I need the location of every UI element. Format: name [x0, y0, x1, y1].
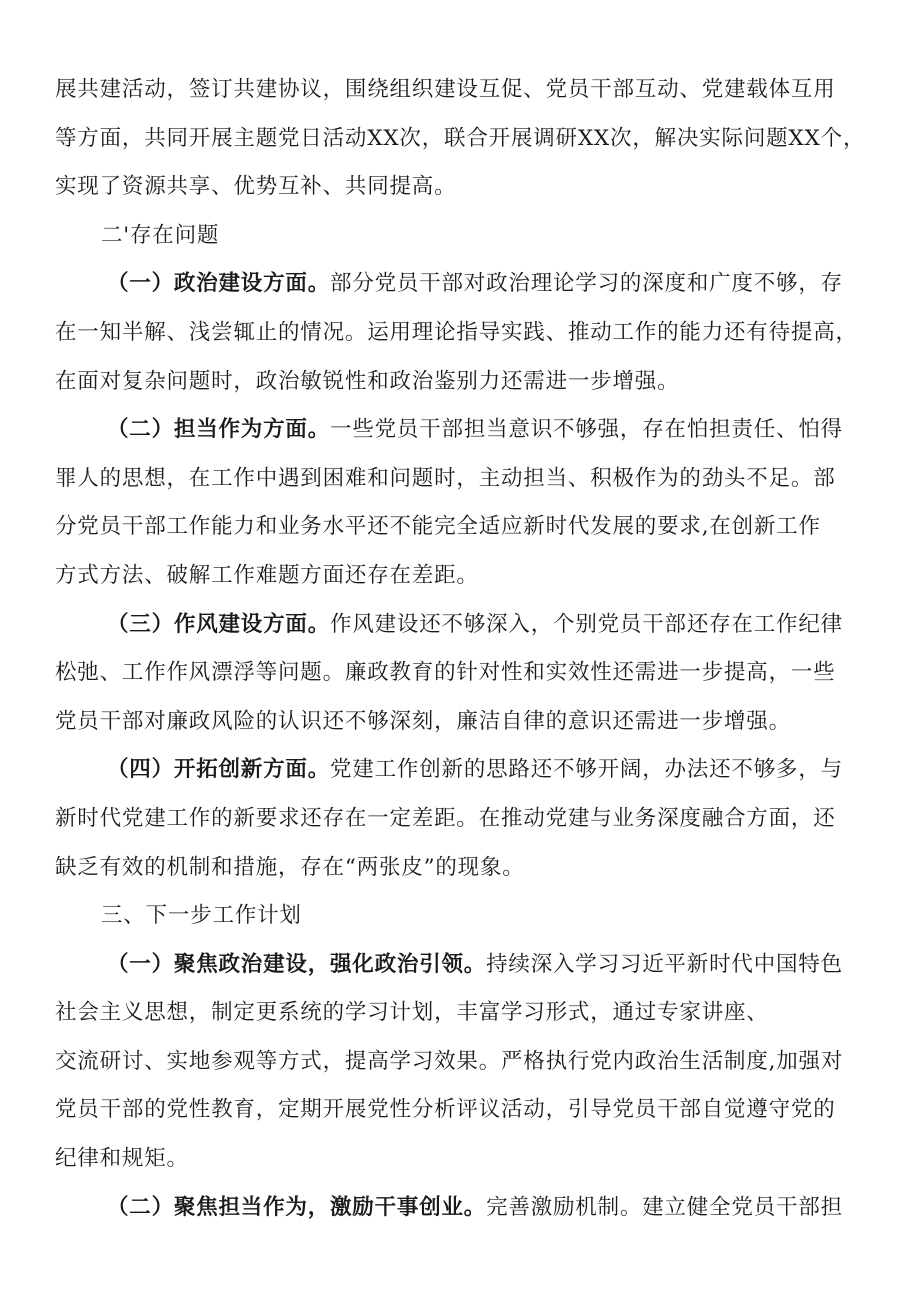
- body-line: 党员干部的党性教育，定期开展党性分析评议活动，引导党员干部自觉遵守党的: [55, 1097, 836, 1123]
- paragraph-lead: （二）聚焦担当作为，激励干事创业。: [107, 1194, 487, 1220]
- section-heading: 二'存在问题: [101, 222, 220, 248]
- section-heading: 三、下一步工作计划: [101, 903, 302, 929]
- paragraph-lead: （三）作风建设方面。: [107, 611, 331, 637]
- body-line: 等方面，共同开展主题党日活动XX次，联合开展调研XX次，解决实际问题XX个，: [55, 125, 866, 151]
- paragraph-first-line: [55, 406, 874, 455]
- body-line: 方式方法、破解工作难题方面还存在差距。: [55, 562, 479, 588]
- paragraph-lead: （一）聚焦政治建设，强化政治引领。: [107, 951, 487, 977]
- paragraph-text: 完善激励机制。建立健全党员干部担: [486, 1194, 843, 1220]
- paragraph-first-line: [55, 1184, 874, 1233]
- paragraph-lead: （四）开拓创新方面。: [107, 757, 331, 783]
- body-line: 实现了资源共享、优势互补、共同提高。: [55, 174, 457, 200]
- body-line: 缺乏有效的机制和措施，存在“两张皮”的现象。: [55, 854, 525, 880]
- paragraph-first-line: [55, 746, 874, 795]
- paragraph-first-line: [55, 260, 874, 309]
- body-line: 在面对复杂问题时，政治敏锐性和政治鉴别力还需进一步增强。: [55, 368, 680, 394]
- body-line: 纪律和规矩。: [55, 1146, 189, 1172]
- paragraph-text: 作风建设还不够深入，个别党员干部还存在工作纪律: [330, 611, 843, 637]
- body-line: 党员干部对廉政风险的认识还不够深刻，廉洁自律的意识还需进一步增强。: [55, 708, 791, 734]
- body-line: 松弛、工作作风漂浮等问题。廉政教育的针对性和实效性还需进一步提高，一些: [55, 660, 836, 686]
- paragraph-text: 持续深入学习习近平新时代中国特色: [486, 951, 843, 977]
- body-line: 罪人的思想，在工作中遇到困难和问题时，主动担当、积极作为的劲头不足。部: [55, 465, 836, 491]
- body-line: 展共建活动，签订共建协议，围绕组织建设互促、党员干部互动、党建载体互用: [55, 77, 836, 102]
- body-line: 社会主义思想，制定更系统的学习计划，丰富学习形式，通过专家讲座、: [55, 1000, 769, 1026]
- paragraph-lead: （一）政治建设方面。: [107, 271, 331, 297]
- body-line: 分党员干部工作能力和业务水平还不能完全适应新时代发展的要求,在创新工作: [55, 514, 821, 540]
- paragraph-text: 部分党员干部对政治理论学习的深度和广度不够，存: [330, 271, 843, 297]
- body-line: 在一知半解、浅尝辄止的情况。运用理论指导实践、推动工作的能力还有待提高，: [55, 319, 858, 345]
- body-line: 交流研讨、实地参观等方式，提高学习效果。严格执行党内政治生活制度,加强对: [55, 1048, 844, 1074]
- paragraph-text: 一些党员干部担当意识不够强，存在怕担责任、怕得: [330, 417, 843, 443]
- paragraph-lead: （二）担当作为方面。: [107, 417, 331, 443]
- paragraph-first-line: [55, 601, 874, 650]
- paragraph-text: 党建工作创新的思路还不够开阔，办法还不够多，与: [330, 757, 843, 783]
- body-line: 新时代党建工作的新要求还存在一定差距。在推动党建与业务深度融合方面，还: [55, 805, 836, 831]
- paragraph-first-line: [55, 941, 874, 990]
